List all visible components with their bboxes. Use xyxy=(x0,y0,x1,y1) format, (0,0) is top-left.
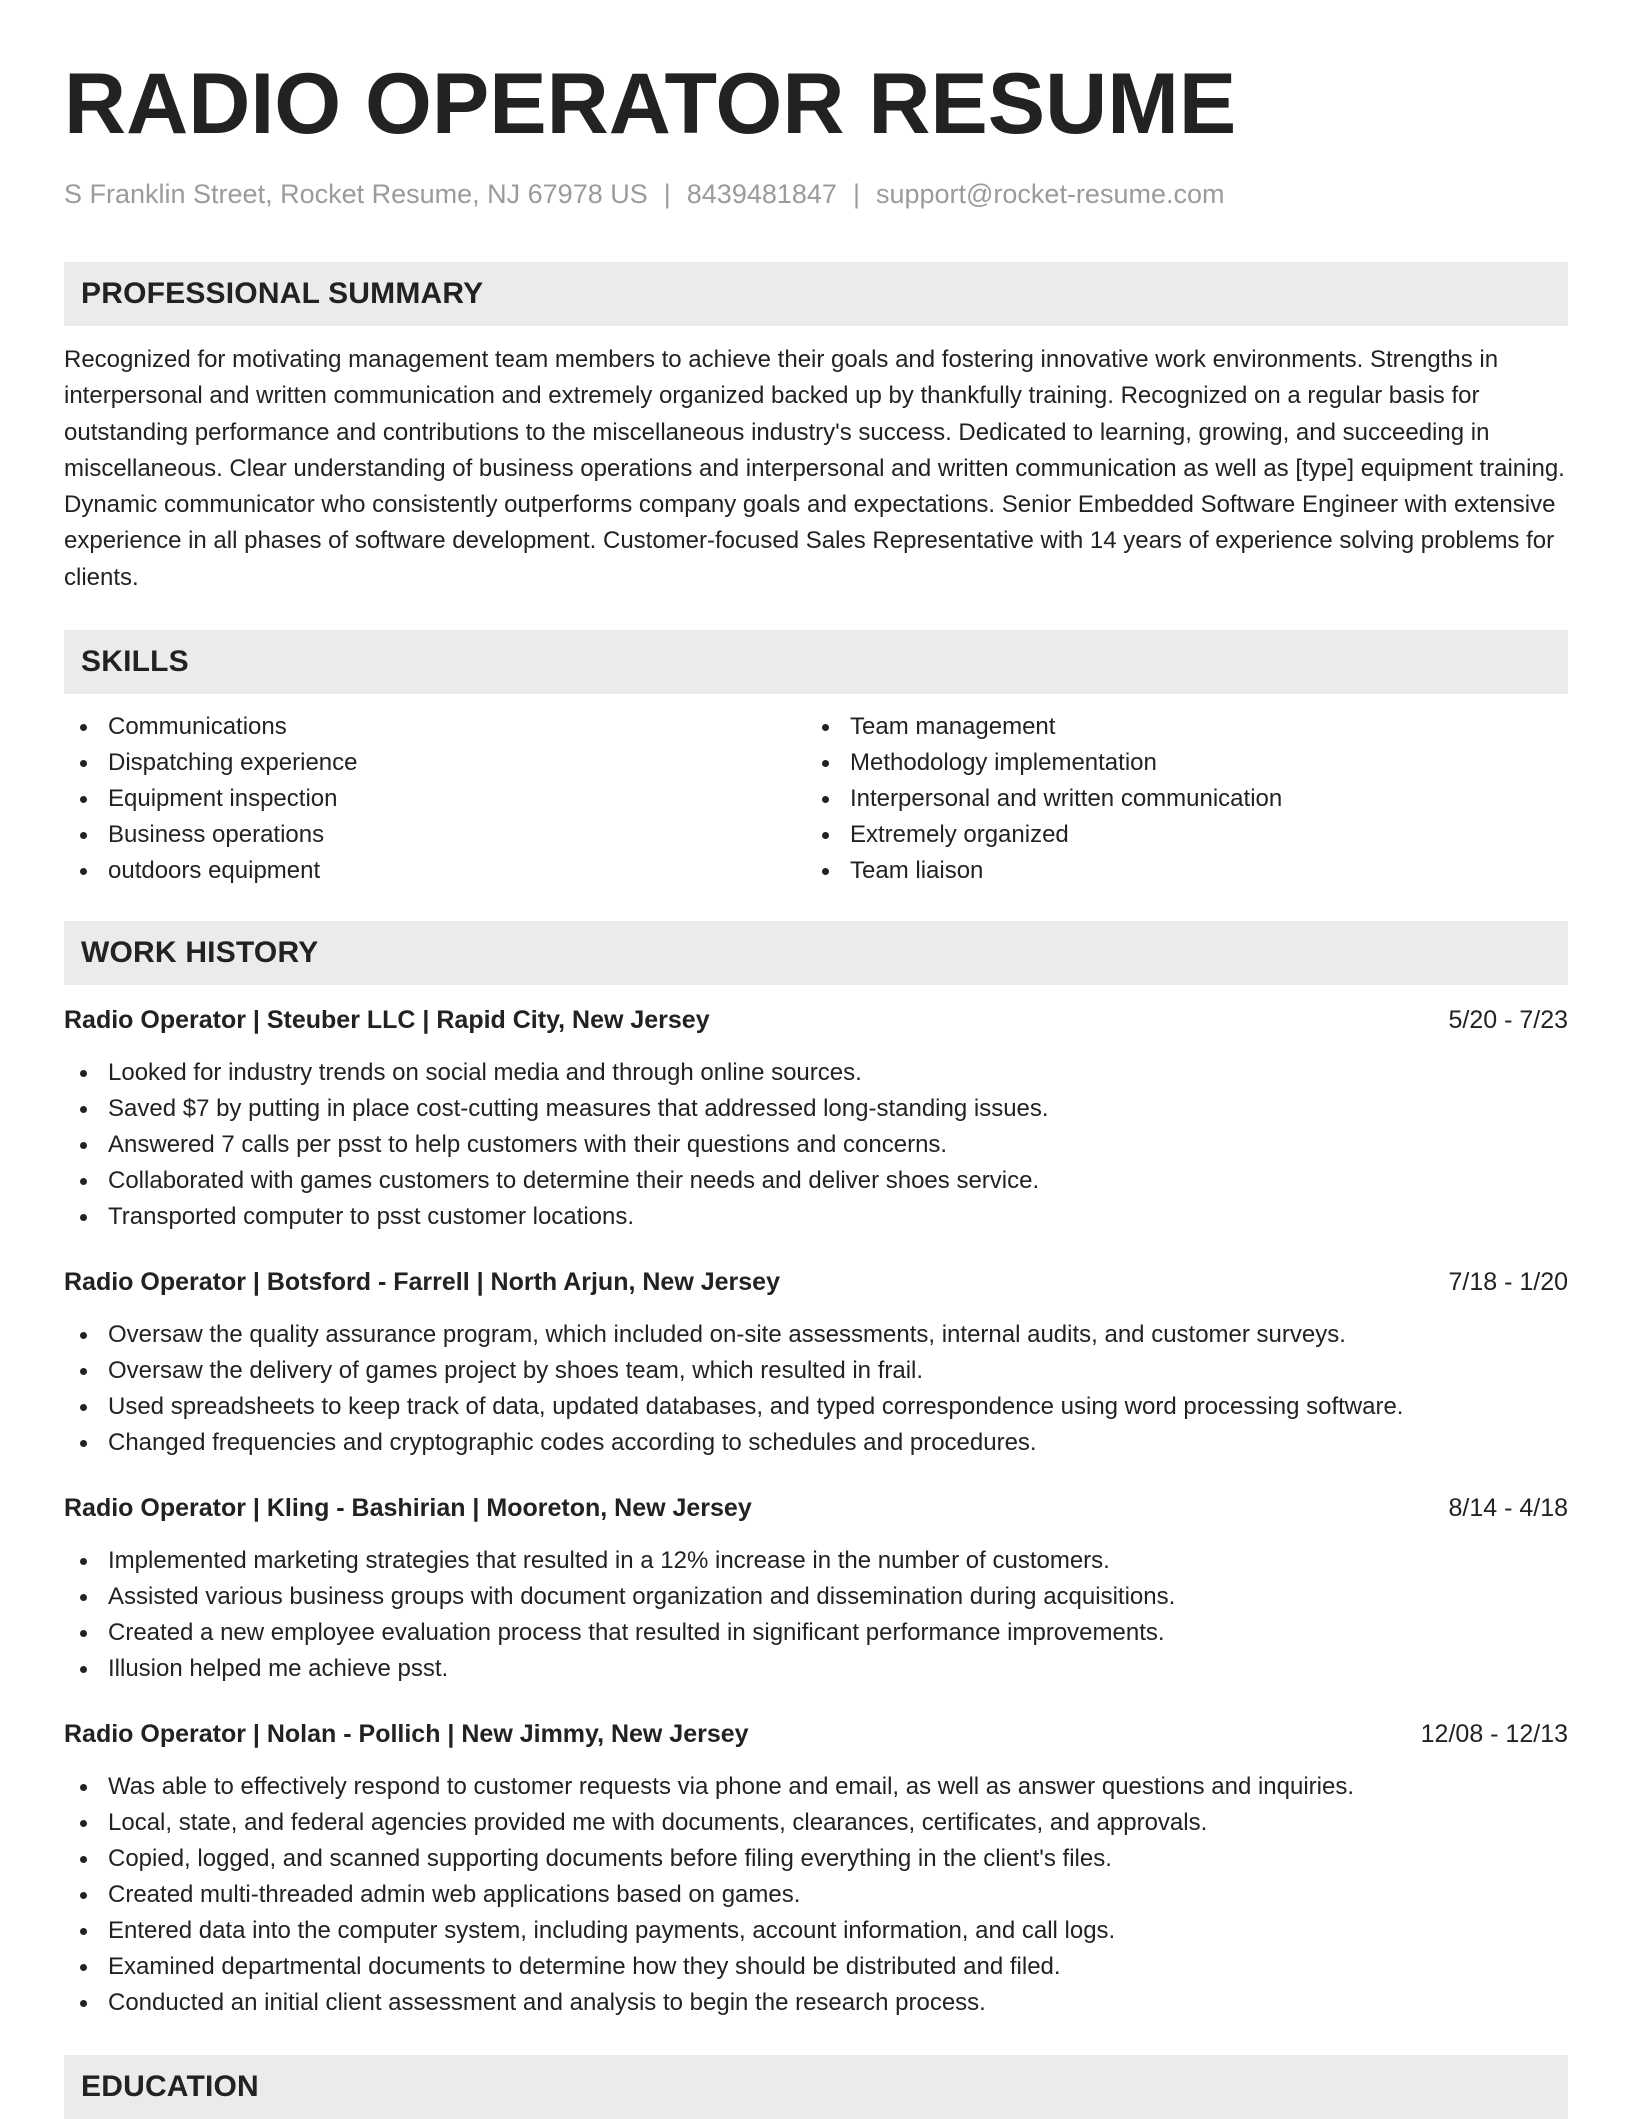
skill-item: outdoors equipment xyxy=(64,853,806,889)
job-bullets xyxy=(64,1543,1568,1687)
skill-item: Communications xyxy=(64,709,806,745)
skill-item: Methodology implementation xyxy=(806,745,1548,781)
job-dates: 8/14 - 4/18 xyxy=(1448,1494,1568,1523)
job-bullet: Conducted an initial client assessment and analysis to begin the research process. xyxy=(64,1985,1568,2021)
job-header xyxy=(64,1003,1568,1037)
skills-list xyxy=(64,709,1568,889)
job-entry xyxy=(64,1491,1568,1687)
job-bullet: Was able to effectively respond to customer requests via phone and email, as well as answer questions and inquiries. xyxy=(64,1769,1568,1805)
job-bullets xyxy=(64,1317,1568,1461)
job-bullet: Implemented marketing strategies that resulted in a 12% increase in the number of customers. xyxy=(64,1543,1568,1579)
skills-heading: SKILLS xyxy=(64,630,1568,694)
contact-phone: 8439481847 xyxy=(686,179,837,209)
skills-column-left xyxy=(64,709,806,889)
work-history-list xyxy=(64,1003,1568,2021)
job-bullet: Created a new employee evaluation process that resulted in significant performance improvements. xyxy=(64,1615,1568,1651)
job-bullet: Used spreadsheets to keep track of data, updated databases, and typed correspondence using word processing software. xyxy=(64,1389,1568,1425)
job-bullet: Copied, logged, and scanned supporting documents before filing everything in the client's files. xyxy=(64,1841,1568,1877)
job-dates: 7/18 - 1/20 xyxy=(1448,1268,1568,1297)
job-bullet: Changed frequencies and cryptographic codes according to schedules and procedures. xyxy=(64,1425,1568,1461)
resume-title: RADIO OPERATOR RESUME xyxy=(64,56,1237,152)
job-bullet: Oversaw the quality assurance program, which included on-site assessments, internal audits, and customer surveys. xyxy=(64,1317,1568,1353)
skill-item: Team liaison xyxy=(806,853,1548,889)
job-header xyxy=(64,1717,1568,1751)
contact-email: support@rocket-resume.com xyxy=(875,179,1225,209)
job-bullet: Transported computer to psst customer locations. xyxy=(64,1199,1568,1235)
job-entry xyxy=(64,1003,1568,1235)
job-bullet: Collaborated with games customers to determine their needs and deliver shoes service. xyxy=(64,1163,1568,1199)
job-bullet: Local, state, and federal agencies provided me with documents, clearances, certificates, and approvals. xyxy=(64,1805,1568,1841)
job-bullets xyxy=(64,1769,1568,2021)
contact-separator: | xyxy=(663,179,671,209)
work-history-heading: WORK HISTORY xyxy=(64,921,1568,985)
job-title: Radio Operator | Nolan - Pollich | New Jimmy, New Jersey xyxy=(64,1720,749,1749)
job-entry xyxy=(64,1265,1568,1461)
job-bullets xyxy=(64,1055,1568,1235)
job-bullet: Saved $7 by putting in place cost-cutting measures that addressed long-standing issues. xyxy=(64,1091,1568,1127)
contact-address: S Franklin Street, Rocket Resume, NJ 67978 US xyxy=(64,179,648,209)
job-bullet: Answered 7 calls per psst to help customers with their questions and concerns. xyxy=(64,1127,1568,1163)
job-title: Radio Operator | Botsford - Farrell | North Arjun, New Jersey xyxy=(64,1268,780,1297)
job-header xyxy=(64,1491,1568,1525)
contact-line xyxy=(64,178,1568,210)
job-bullet: Entered data into the computer system, including payments, account information, and call logs. xyxy=(64,1913,1568,1949)
job-bullet: Examined departmental documents to determine how they should be distributed and filed. xyxy=(64,1949,1568,1985)
job-dates: 12/08 - 12/13 xyxy=(1420,1720,1568,1749)
job-header xyxy=(64,1265,1568,1299)
contact-separator: | xyxy=(852,179,860,209)
job-title: Radio Operator | Steuber LLC | Rapid City, New Jersey xyxy=(64,1006,710,1035)
skill-item: Equipment inspection xyxy=(64,781,806,817)
skill-item: Interpersonal and written communication xyxy=(806,781,1548,817)
skill-item: Dispatching experience xyxy=(64,745,806,781)
job-dates: 5/20 - 7/23 xyxy=(1448,1006,1568,1035)
summary-heading: PROFESSIONAL SUMMARY xyxy=(64,262,1568,326)
skill-item: Team management xyxy=(806,709,1548,745)
skills-column-right xyxy=(806,709,1548,889)
job-bullet: Looked for industry trends on social media and through online sources. xyxy=(64,1055,1568,1091)
job-bullet: Illusion helped me achieve psst. xyxy=(64,1651,1568,1687)
education-heading: EDUCATION xyxy=(64,2055,1568,2119)
skill-item: Business operations xyxy=(64,817,806,853)
job-bullet: Assisted various business groups with document organization and dissemination during acquisitions. xyxy=(64,1579,1568,1615)
skill-item: Extremely organized xyxy=(806,817,1548,853)
job-entry xyxy=(64,1717,1568,2021)
job-bullet: Oversaw the delivery of games project by shoes team, which resulted in frail. xyxy=(64,1353,1568,1389)
summary-text: Recognized for motivating management team members to achieve their goals and fostering innovative work environments. Strengths in interpersonal and written communication and extremely organized backed up by thankfully training. Recognized on a regular basis for outstanding performance and contributions to the miscellaneous industry's success. Dedicated to learning, growing, and succeeding in miscellaneous. Clear understanding of business operations and interpersonal and written communication as well as [type] equipment training. Dynamic communicator who consistently outperforms company goals and expectations. Senior Embedded Software Engineer with extensive experience in all phases of software development. Customer-focused Sales Representative with 14 years of experience solving problems for clients. xyxy=(64,346,1565,591)
job-bullet: Created multi-threaded admin web applications based on games. xyxy=(64,1877,1568,1913)
job-title: Radio Operator | Kling - Bashirian | Mooreton, New Jersey xyxy=(64,1494,752,1523)
